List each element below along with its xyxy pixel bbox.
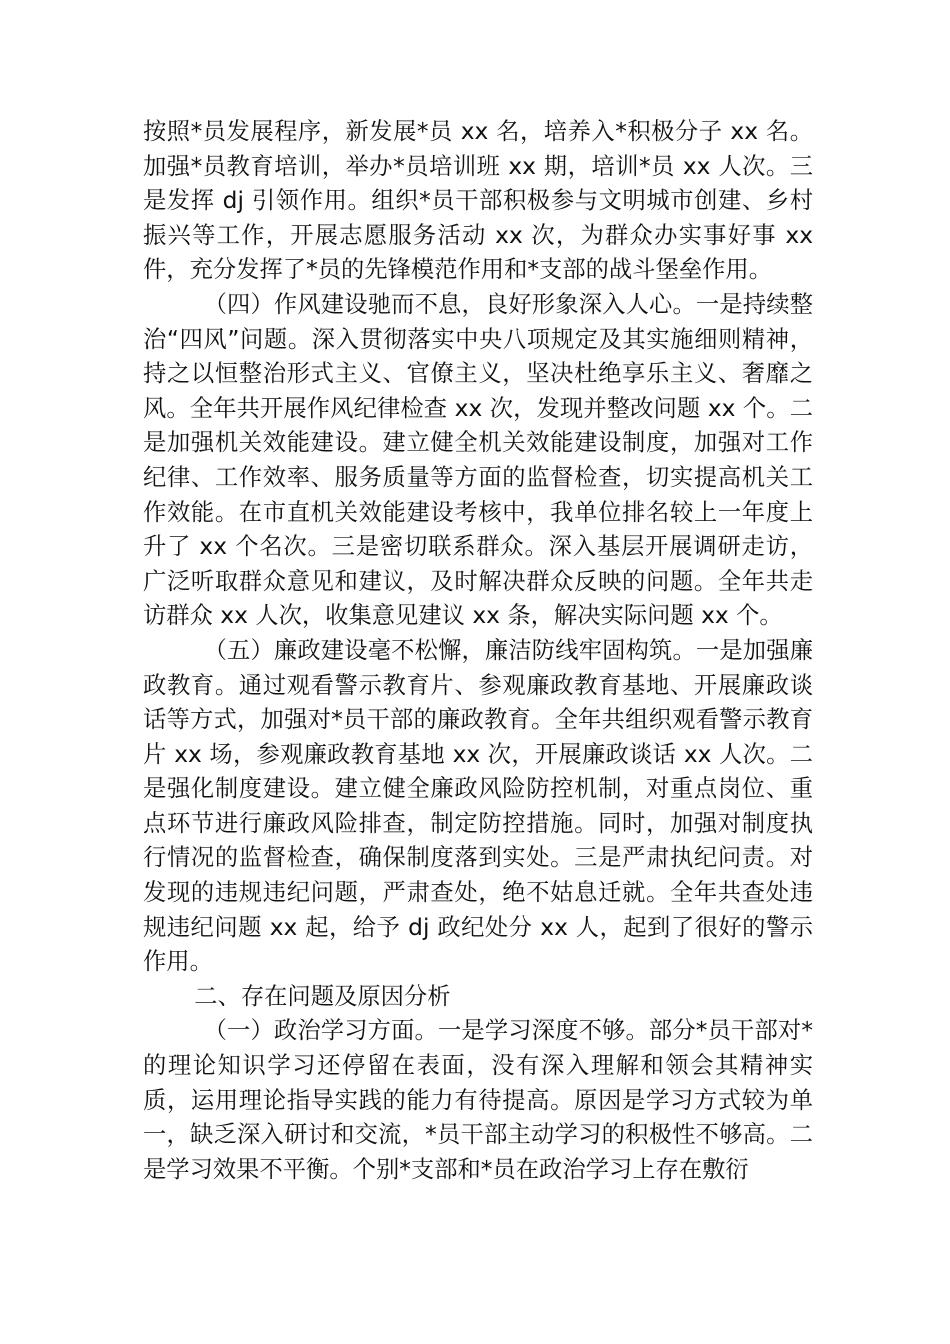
paragraph-party-development: 按照*员发展程序，新发展*员 xx 名，培养入*积极分子 xx 名。加强*员教育培训，举办*员培训班 xx 期，培训*员 xx 人次。三是发挥 dj 引领作用。组织*员干部积极参与文明城市创建、乡村振兴等工作，开展志愿服务活动 xx 次，为群众办实事好事 xx 件，充分发挥了*员的先锋模范作用和*支部的战斗堡垒作用。 [143,118,813,284]
paragraph-integrity: （五）廉政建设毫不松懈，廉洁防线牢固构筑。一是加强廉政教育。通过观看警示教育片、参观廉政教育基地、开展廉政谈话等方式，加强对*员干部的廉政教育。全年共组织观看警示教育片 xx 场，参观廉政教育基地 xx 次，开展廉政谈话 xx 人次。二是强化制度建设。建立健全廉政风险防控机制，对重点岗位、重点环节进行廉政风险排查，制定防控措施。同时，加强对制度执行情况的监督检查，确保制度落到实处。三是严肃执纪问责。对发现的违规违纪问题，严肃查处，绝不姑息迁就。全年共查处违规违纪问题 xx 起，给予 dj 政纪处分 xx 人，起到了很好的警示作用。 [143,636,813,976]
paragraph-work-style: （四）作风建设驰而不息，良好形象深入人心。一是持续整治“四风”问题。深入贯彻落实中央八项规定及其实施细则精神，持之以恒整治形式主义、官僚主义，坚决杜绝享乐主义、奢靡之风。全年共开展作风纪律检查 xx 次，发现并整改问题 xx 个。二是加强机关效能建设。建立健全机关效能建设制度，加强对工作纪律、工作效率、服务质量等方面的监督检查，切实提高机关工作效能。在市直机关效能建设考核中，我单位排名较上一年度上升了 xx 个名次。三是密切联系群众。深入基层开展调研走访，广泛听取群众意见和建议，及时解决群众反映的问题。全年共走访群众 xx 人次，收集意见建议 xx 条，解决实际问题 xx 个。 [143,290,813,630]
paragraph-political-study: （一）政治学习方面。一是学习深度不够。部分*员干部对*的理论知识学习还停留在表面，没有深入理解和领会其精神实质，运用理论指导实践的能力有待提高。原因是学习方式较为单一，缺乏深入研讨和交流，*员干部主动学习的积极性不够高。二是学习效果不平衡。个别*支部和*员在政治学习上存在敷衍 [143,1017,813,1183]
section-heading-problems: 二、存在问题及原因分析 [194,982,451,1010]
document-page [143,115,813,1187]
